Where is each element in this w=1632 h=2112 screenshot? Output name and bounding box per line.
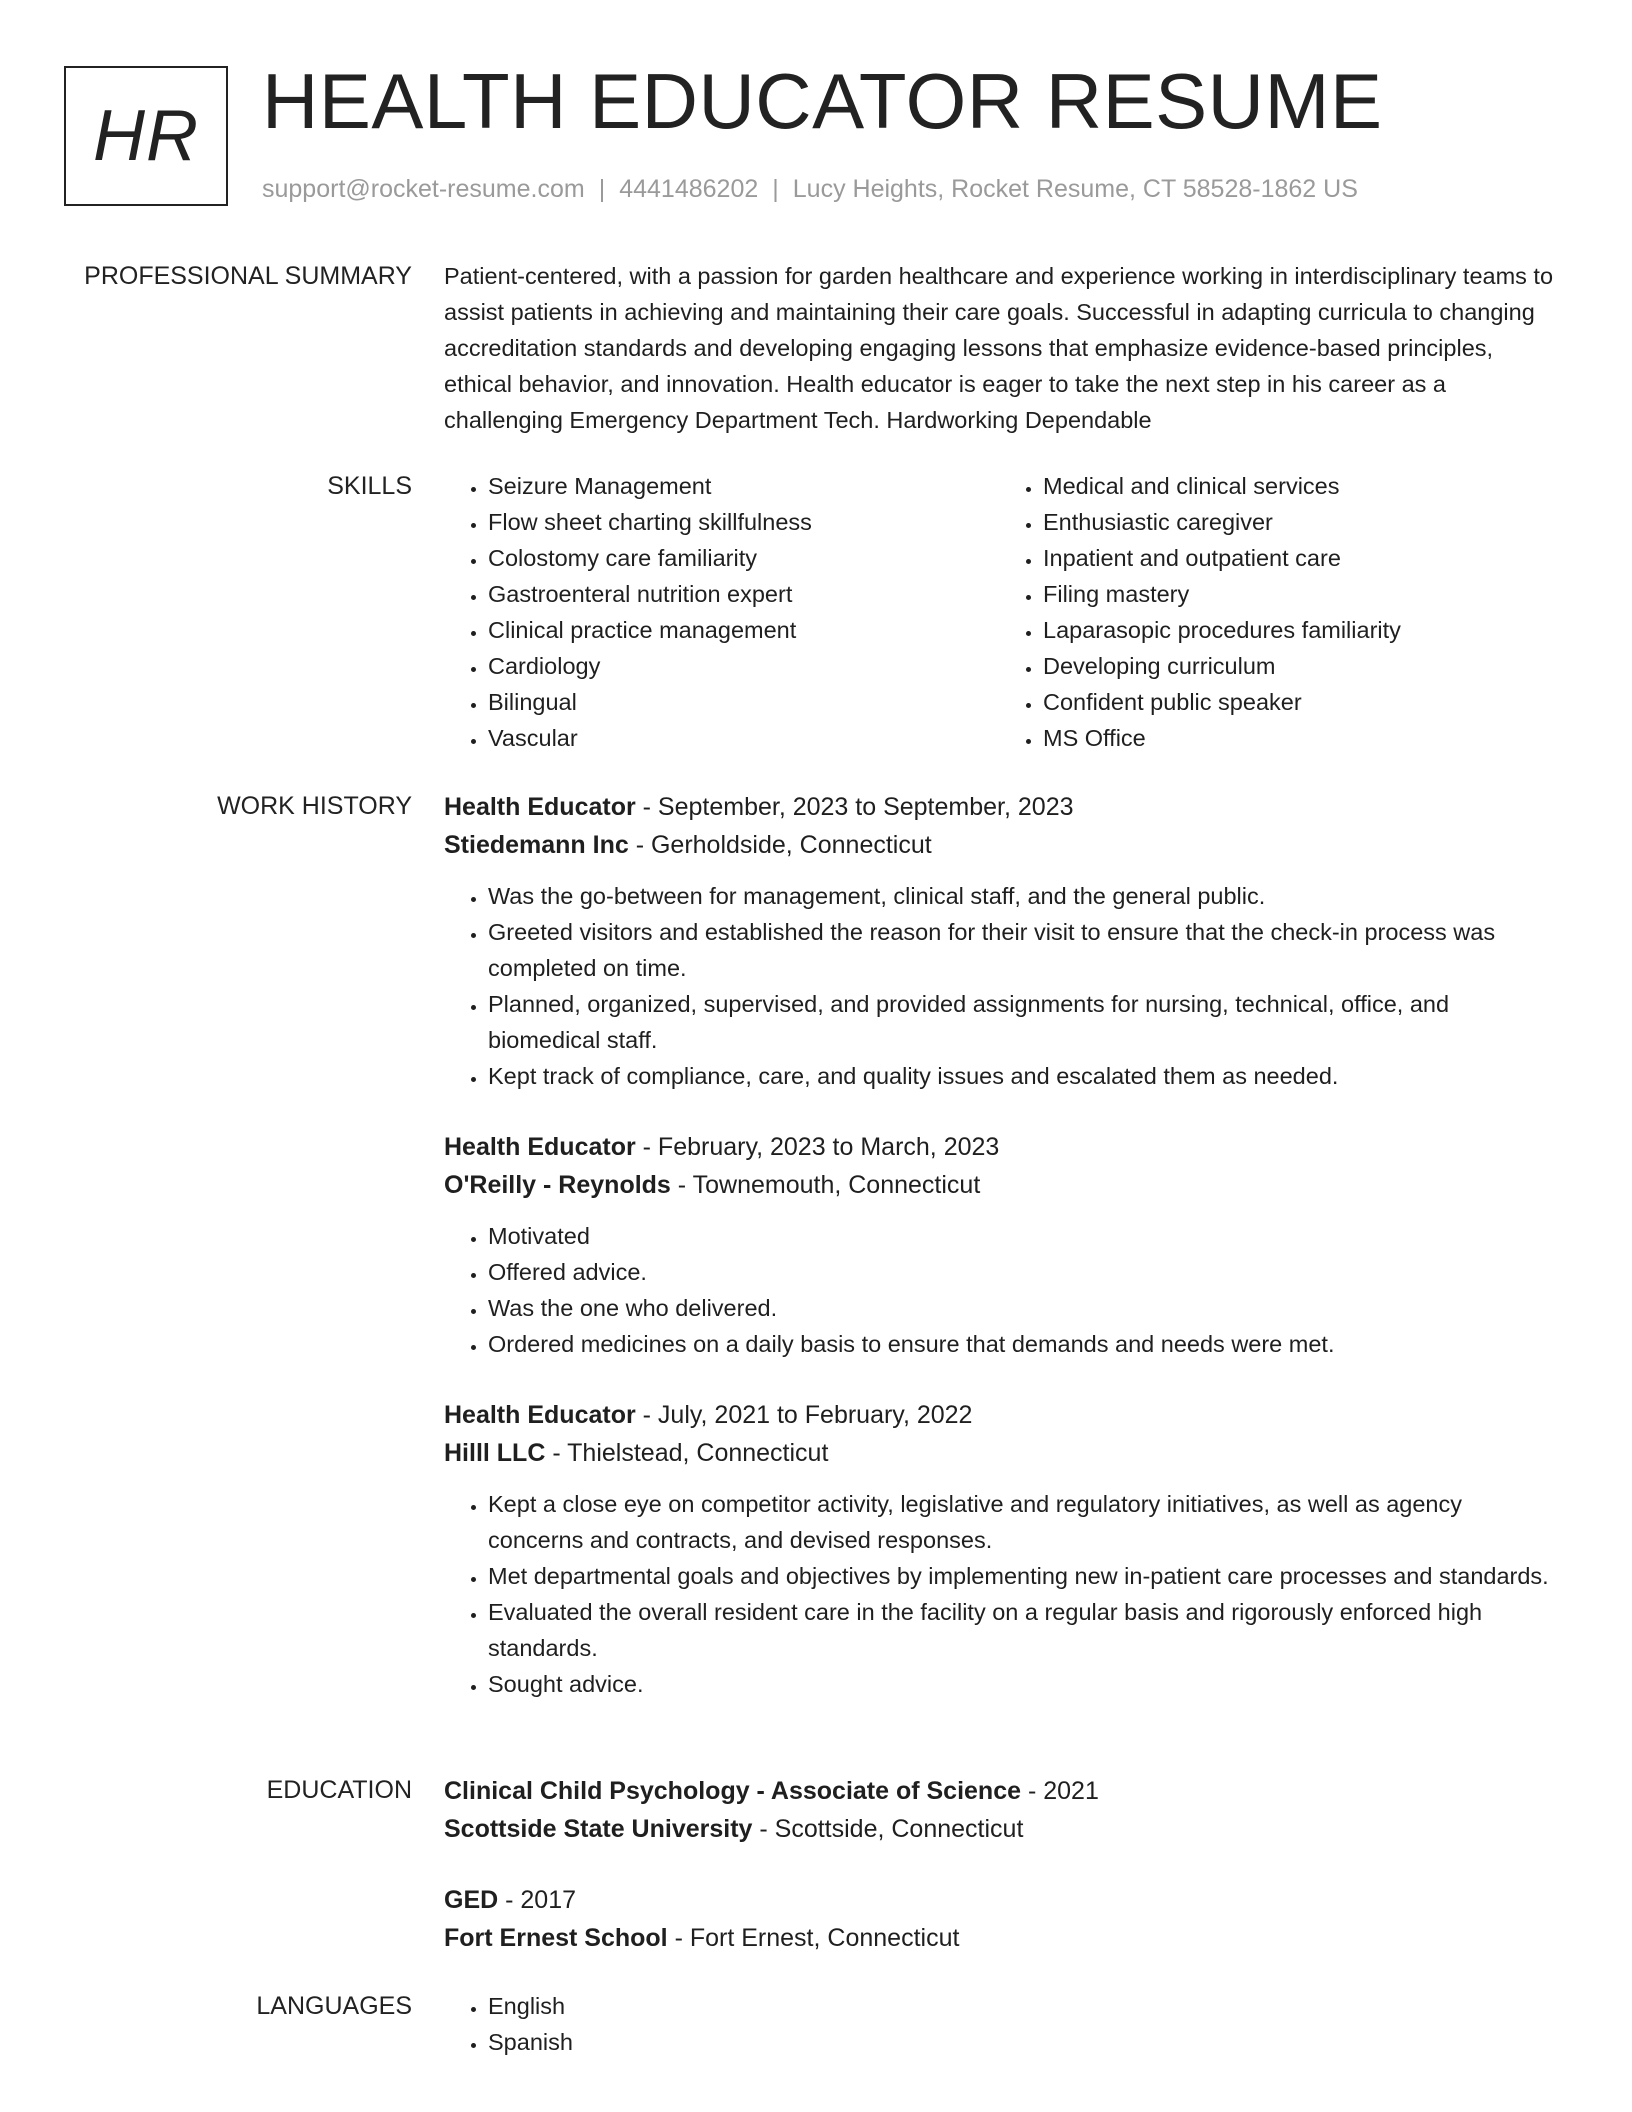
skill-item: • Confident public speaker (1043, 684, 1554, 720)
skill-item: • Clinical practice management (488, 612, 999, 648)
skill-item: • Inpatient and outpatient care (1043, 540, 1554, 576)
section-label-summary: PROFESSIONAL SUMMARY (84, 262, 412, 290)
job-company-line (444, 1434, 1554, 1472)
skill-item: • Developing curriculum (1043, 648, 1554, 684)
education-school: Scottside State University (444, 1815, 753, 1843)
contact-separator: | (598, 175, 606, 203)
job-bullet: • Offered advice. (488, 1254, 1554, 1290)
job-title: Health Educator (444, 793, 636, 821)
education-degree-line (444, 1881, 1554, 1919)
job-title-line (444, 788, 1554, 826)
job-location: - Gerholdside, Connecticut (628, 831, 932, 859)
education-entry (444, 1881, 1554, 1957)
job-company: O'Reilly - Reynolds (444, 1171, 671, 1199)
job-title-line (444, 1128, 1554, 1166)
languages-list (444, 1988, 1554, 2060)
job-bullet: • Evaluated the overall resident care in the facility on a regular basis and rigorously enforced high standards. (488, 1594, 1554, 1666)
section-label-work: WORK HISTORY (217, 792, 412, 820)
language-item: • English (488, 1988, 1554, 2024)
section-label-skills: SKILLS (327, 472, 412, 500)
skill-item: • MS Office (1043, 720, 1554, 756)
language-item: • Spanish (488, 2024, 1554, 2060)
contact-separator: | (772, 175, 779, 203)
summary-text: Patient-centered, with a passion for garden healthcare and experience working in interdisciplinary teams to assist patients in achieving and maintaining their care goals. Successful in adapting curricula to changing accreditation standards and developing engaging lessons that emphasize evidence-based principles, ethical behavior, and innovation. Health educator is eager to take the next step in his career as a challenging Emergency Department Tech. Hardworking Dependable (444, 263, 1554, 433)
job-bullets (444, 1486, 1554, 1702)
education-year: - 2021 (1021, 1777, 1099, 1805)
contact-email[interactable]: support@rocket-resume.com (262, 175, 585, 203)
job-dates: - February, 2023 to March, 2023 (635, 1133, 1000, 1161)
contact-line (262, 172, 1358, 206)
job-bullet: • Was the one who delivered. (488, 1290, 1554, 1326)
skill-item: • Seizure Management (488, 468, 999, 504)
education-school-line (444, 1919, 1554, 1957)
resume-header (0, 0, 1632, 230)
monogram-logo: HR (64, 66, 228, 206)
job-bullet: • Sought advice. (488, 1666, 1554, 1702)
job-company-line (444, 1166, 1554, 1204)
job-bullet: • Planned, organized, supervised, and provided assignments for nursing, technical, office, and biomedical staff. (488, 986, 1554, 1058)
skill-item: • Filing mastery (1043, 576, 1554, 612)
skill-item: • Gastroenteral nutrition expert (488, 576, 999, 612)
education-location: - Scottside, Connecticut (752, 1815, 1024, 1843)
contact-phone[interactable]: 4441486202 (619, 175, 759, 203)
section-label-education: EDUCATION (266, 1776, 412, 1804)
page-title: HEALTH EDUCATOR RESUME (262, 57, 1383, 145)
job-bullet: • Kept a close eye on competitor activity, legislative and regulatory initiatives, as well as agency concerns and contracts, and devised responses. (488, 1486, 1554, 1558)
education-location: - Fort Ernest, Connecticut (667, 1924, 960, 1952)
job-dates: - September, 2023 to September, 2023 (635, 793, 1074, 821)
skill-item: • Bilingual (488, 684, 999, 720)
skills-list-left (444, 468, 999, 756)
job-company: Stiedemann Inc (444, 831, 629, 859)
job-location: - Thielstead, Connecticut (545, 1439, 829, 1467)
contact-address: Lucy Heights, Rocket Resume, CT 58528-1862 US (792, 175, 1358, 203)
job-title-line (444, 1396, 1554, 1434)
job-bullets (444, 1218, 1554, 1362)
skill-item: • Medical and clinical services (1043, 468, 1554, 504)
education-school-line (444, 1810, 1554, 1848)
job-title: Health Educator (444, 1401, 636, 1429)
education-degree-line (444, 1772, 1554, 1810)
job-bullets (444, 878, 1554, 1094)
education-degree: Clinical Child Psychology - Associate of Science (444, 1777, 1022, 1805)
job-location: - Townemouth, Connecticut (670, 1171, 981, 1199)
job-company-line (444, 826, 1554, 864)
skill-item: • Flow sheet charting skillfulness (488, 504, 999, 540)
job-bullet: • Was the go-between for management, clinical staff, and the general public. (488, 878, 1554, 914)
education-degree: GED (444, 1886, 499, 1914)
job-dates: - July, 2021 to February, 2022 (635, 1401, 973, 1429)
job-company: Hilll LLC (444, 1439, 546, 1467)
job-entry (444, 788, 1554, 1094)
education-entry (444, 1772, 1554, 1848)
job-entry (444, 1396, 1554, 1702)
job-title: Health Educator (444, 1133, 636, 1161)
job-bullet: • Greeted visitors and established the reason for their visit to ensure that the check-in process was completed on time. (488, 914, 1554, 986)
job-bullet: • Kept track of compliance, care, and quality issues and escalated them as needed. (488, 1058, 1554, 1094)
skill-item: • Colostomy care familiarity (488, 540, 999, 576)
section-label-languages: LANGUAGES (256, 1992, 412, 2020)
skill-item: • Vascular (488, 720, 999, 756)
job-bullet: • Ordered medicines on a daily basis to ensure that demands and needs were met. (488, 1326, 1554, 1362)
job-entry (444, 1128, 1554, 1362)
skill-item: • Laparasopic procedures familiarity (1043, 612, 1554, 648)
education-year: - 2017 (498, 1886, 577, 1914)
skill-item: • Cardiology (488, 648, 999, 684)
skill-item: • Enthusiastic caregiver (1043, 504, 1554, 540)
job-bullet: • Motivated (488, 1218, 1554, 1254)
job-bullet: • Met departmental goals and objectives by implementing new in-patient care processes and standards. (488, 1558, 1554, 1594)
education-school: Fort Ernest School (444, 1924, 668, 1952)
skills-list-right (999, 468, 1554, 756)
